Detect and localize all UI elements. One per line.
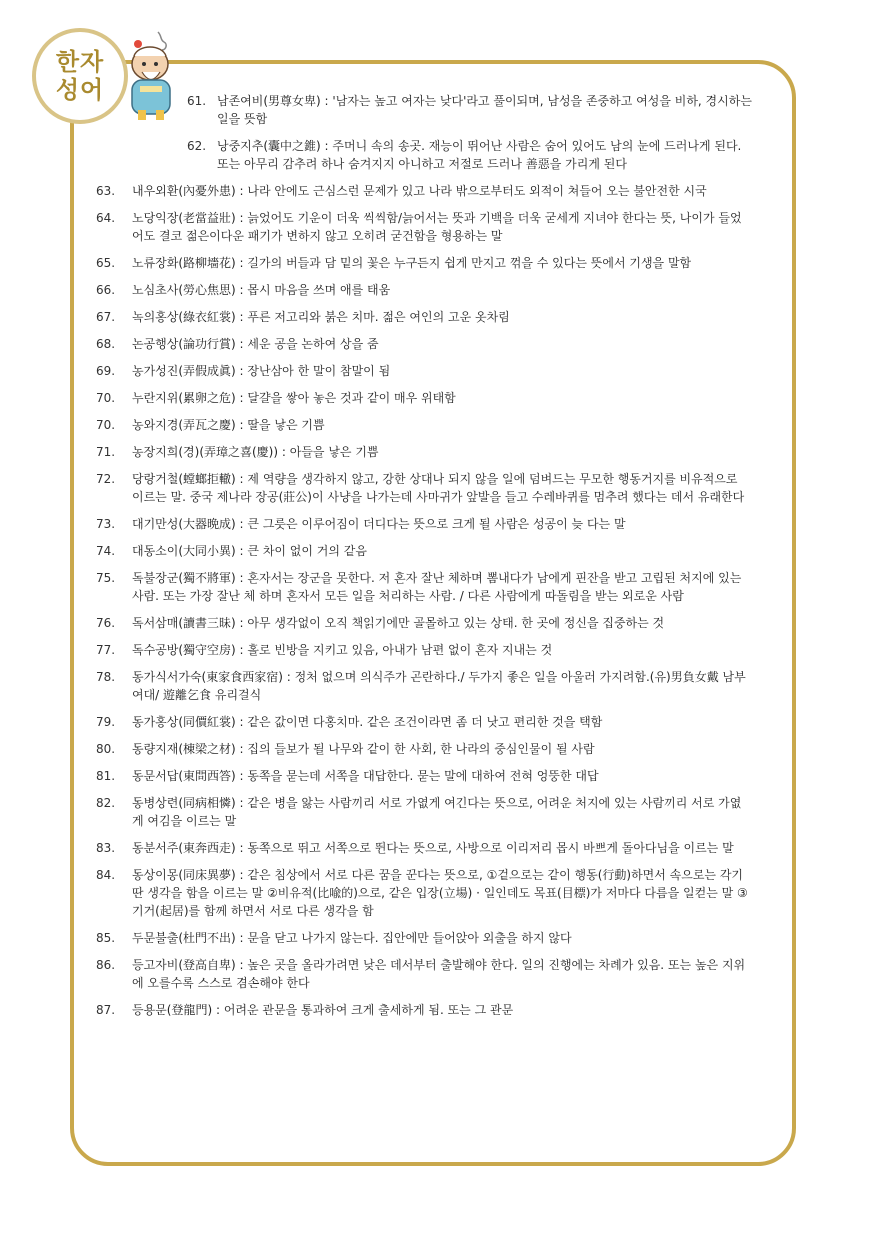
entry-definition: : 문을 닫고 나가지 않는다. 집안에만 들어앉아 외출을 하지 않다 <box>235 931 572 945</box>
entry-term: 농장지희(경)(弄璋之喜(慶)) <box>132 445 279 459</box>
entry-number: 80. <box>96 742 116 756</box>
entry-number: 82. <box>96 796 116 810</box>
entry-term: 농와지경(弄瓦之慶) <box>132 418 236 432</box>
entry-number: 83. <box>96 841 116 855</box>
entry-term: 등고자비(登高自卑) <box>132 958 236 972</box>
section-badge <box>32 28 128 124</box>
entry-term: 동가식서가숙(東家食西家宿) <box>132 670 283 684</box>
list-item <box>96 137 752 173</box>
entry-number: 78. <box>96 670 116 684</box>
entry-definition: : 나라 안에도 근심스런 문제가 있고 나라 밖으로부터도 외적이 쳐들어 오는 불안전한 시국 <box>235 184 707 198</box>
list-item <box>96 182 752 200</box>
list-item <box>96 416 752 434</box>
list-item <box>96 209 752 245</box>
entry-number: 75. <box>96 571 116 585</box>
entry-definition: : 홀로 빈방을 지키고 있음, 아내가 남편 없이 혼자 지내는 것 <box>235 643 553 657</box>
badge-line1: 한자 <box>55 48 105 76</box>
entry-term: 동문서답(東問西答) <box>132 769 236 783</box>
entry-definition: : 동쪽을 묻는데 서쪽을 대답한다. 묻는 말에 대하여 전혀 엉뚱한 대답 <box>235 769 599 783</box>
entry-definition: : 장난삼아 한 말이 참말이 됨 <box>235 364 391 378</box>
entry-number: 70. <box>96 418 116 432</box>
entry-definition: : 달걀을 쌓아 놓은 것과 같이 매우 위태함 <box>235 391 456 405</box>
entry-definition: : 주머니 속의 송곳. 재능이 뛰어난 사람은 숨어 있어도 남의 눈에 드러나게 된다. 또는 아무리 감추려 하나 숨겨지지 아니하고 저절로 드러나 善惡을 가리게 된다 <box>217 139 742 171</box>
list-item <box>96 254 752 272</box>
list-item <box>96 767 752 785</box>
entry-number: 79. <box>96 715 116 729</box>
entry-number: 71. <box>96 445 116 459</box>
entry-definition: : 정처 없으며 의식주가 곤란하다./ 두가지 좋은 일을 아울러 가지려함.(유)男負女戴 남부여대/ 遊離乞食 유리걸식 <box>132 670 746 702</box>
entry-number: 65. <box>96 256 116 270</box>
entry-definition: : 제 역량을 생각하지 않고, 강한 상대나 되지 않을 일에 덤벼드는 무모한 행동거지를 비유적으로 이르는 말. 중국 제나라 장공(莊公)이 사냥을 나가는데 사마귀가 앞발을 들고 수레바퀴를 멈추려 했다는 데서 유래한다 <box>132 472 745 504</box>
entry-number: 84. <box>96 868 116 882</box>
entry-definition: : 큰 그릇은 이루어짐이 더디다는 뜻으로 크게 될 사람은 성공이 늦 다는 말 <box>235 517 626 531</box>
entry-term: 두문불출(杜門不出) <box>132 931 236 945</box>
list-item <box>96 668 752 704</box>
entry-definition: : 동쪽으로 뛰고 서쪽으로 뛴다는 뜻으로, 사방으로 이리저리 몹시 바쁘게 돌아다님을 이르는 말 <box>235 841 734 855</box>
list-item <box>96 641 752 659</box>
entry-term: 독수공방(獨守空房) <box>132 643 236 657</box>
list-item <box>96 443 752 461</box>
entry-term: 동분서주(東奔西走) <box>132 841 236 855</box>
list-item <box>96 839 752 857</box>
entry-definition: : 혼자서는 장군을 못한다. 저 혼자 잘난 체하며 뽐내다가 남에게 핀잔을 받고 고립된 처지에 있는 사람. 또는 가장 잘난 체 하며 혼자서 모든 일을 처리하는 사람. / 다른 사람에게 따돌림을 받는 외로운 사람 <box>132 571 742 603</box>
list-item <box>96 92 752 128</box>
entry-definition: : 푸른 저고리와 붉은 치마. 젊은 여인의 고운 옷차림 <box>235 310 510 324</box>
entry-number: 85. <box>96 931 116 945</box>
entry-definition: : 큰 차이 없이 거의 같음 <box>235 544 367 558</box>
list-item <box>96 614 752 632</box>
entry-term: 동병상련(同病相憐) <box>132 796 236 810</box>
entry-number: 74. <box>96 544 116 558</box>
entry-number: 77. <box>96 643 116 657</box>
entry-term: 농가성진(弄假成眞) <box>132 364 236 378</box>
badge-line2: 성어 <box>55 76 105 104</box>
scholar-mascot-icon <box>118 30 184 122</box>
list-item <box>96 740 752 758</box>
entry-number: 61. <box>187 94 207 108</box>
entry-term: 누란지위(累卵之危) <box>132 391 236 405</box>
list-item <box>96 281 752 299</box>
entry-number: 70. <box>96 391 116 405</box>
list-item <box>96 470 752 506</box>
entry-number: 76. <box>96 616 116 630</box>
list-item <box>96 308 752 326</box>
entry-term: 대동소이(大同小異) <box>132 544 236 558</box>
entry-term: 동상이몽(同床異夢) <box>132 868 236 882</box>
entry-number: 62. <box>187 139 207 153</box>
list-item <box>96 362 752 380</box>
entry-number: 69. <box>96 364 116 378</box>
list-item <box>96 794 752 830</box>
list-item <box>96 569 752 605</box>
entry-term: 남존여비(男尊女卑) <box>217 94 321 108</box>
entry-definition: : 길가의 버들과 담 밑의 꽃은 누구든지 쉽게 만지고 꺾을 수 있다는 뜻에서 기생을 말함 <box>235 256 692 270</box>
entry-definition: : '남자는 높고 여자는 낮다'라고 풀이되며, 남성을 존중하고 여성을 비하, 경시하는 일을 뜻함 <box>217 94 752 126</box>
entry-term: 낭중지추(囊中之錐) <box>217 139 321 153</box>
entry-definition: : 같은 침상에서 서로 다른 꿈을 꾼다는 뜻으로, ①겉으로는 같이 행동(行動)하면서 속으로는 각기 딴 생각을 함을 이르는 말 ②비유적(比喩的)으로, 같은 입장(立場) · 일인데도 목표(目標)가 저마다 다름을 일컫는 말 ③기거(起居)를 함께 하면서 서로 다른 생각을 함 <box>132 868 748 918</box>
list-item <box>96 956 752 992</box>
entry-number: 67. <box>96 310 116 324</box>
list-item <box>96 542 752 560</box>
entry-number: 87. <box>96 1003 116 1017</box>
entry-term: 녹의홍상(綠衣紅裳) <box>132 310 236 324</box>
entry-term: 노심초사(勞心焦思) <box>132 283 236 297</box>
entry-term: 독불장군(獨不將軍) <box>132 571 236 585</box>
list-item <box>96 389 752 407</box>
entry-definition: : 높은 곳을 올라가려면 낮은 데서부터 출발해야 한다. 일의 진행에는 차례가 있음. 또는 높은 지위에 오를수록 스스로 겸손해야 한다 <box>132 958 746 990</box>
idiom-list <box>96 92 752 1028</box>
entry-definition: : 딸을 낳은 기쁨 <box>235 418 325 432</box>
list-item <box>96 1001 752 1019</box>
entry-definition: : 집의 들보가 될 나무와 같이 한 사회, 한 나라의 중심인물이 될 사람 <box>235 742 595 756</box>
entry-definition: : 늙었어도 기운이 더욱 씩씩함/늙어서는 뜻과 기백을 더욱 굳세게 지녀야 한다는 뜻, 나이가 들었어도 결코 젊은이다운 패기가 변하지 않고 오히려 굳건함을 형용하는 말 <box>132 211 742 243</box>
entry-number: 68. <box>96 337 116 351</box>
entry-term: 노류장화(路柳墻花) <box>132 256 236 270</box>
entry-number: 81. <box>96 769 116 783</box>
list-item <box>96 929 752 947</box>
entry-term: 노당익장(老當益壯) <box>132 211 236 225</box>
entry-term: 동량지재(棟梁之材) <box>132 742 236 756</box>
entry-number: 64. <box>96 211 116 225</box>
list-item <box>96 866 752 920</box>
entry-definition: : 같은 병을 앓는 사람끼리 서로 가엾게 여긴다는 뜻으로, 어려운 처지에 있는 사람끼리 서로 가엾게 여김을 이르는 말 <box>132 796 742 828</box>
list-item <box>96 335 752 353</box>
list-item <box>96 713 752 731</box>
entry-number: 72. <box>96 472 116 486</box>
entry-term: 당랑거철(螳螂拒轍) <box>132 472 236 486</box>
entry-number: 73. <box>96 517 116 531</box>
entry-definition: : 같은 값이면 다홍치마. 같은 조건이라면 좀 더 낫고 편리한 것을 택함 <box>235 715 603 729</box>
entry-term: 내우외환(內憂外患) <box>132 184 236 198</box>
entry-number: 86. <box>96 958 116 972</box>
entry-number: 66. <box>96 283 116 297</box>
entry-term: 논공행상(論功行賞) <box>132 337 236 351</box>
entry-definition: : 아무 생각없이 오직 책읽기에만 골몰하고 있는 상태. 한 곳에 정신을 집중하는 것 <box>235 616 665 630</box>
entry-definition: : 세운 공을 논하여 상을 줌 <box>235 337 379 351</box>
entry-term: 등용문(登龍門) <box>132 1003 213 1017</box>
entry-definition: : 어려운 관문을 통과하여 크게 출세하게 됨. 또는 그 관문 <box>212 1003 514 1017</box>
list-item <box>96 515 752 533</box>
entry-definition: : 몹시 마음을 쓰며 애를 태움 <box>235 283 391 297</box>
entry-definition: : 아들을 낳은 기쁨 <box>278 445 379 459</box>
entry-number: 63. <box>96 184 116 198</box>
entry-term: 동가홍상(同價紅裳) <box>132 715 236 729</box>
entry-term: 독서삼매(讀書三昧) <box>132 616 236 630</box>
entry-term: 대기만성(大器晩成) <box>132 517 236 531</box>
